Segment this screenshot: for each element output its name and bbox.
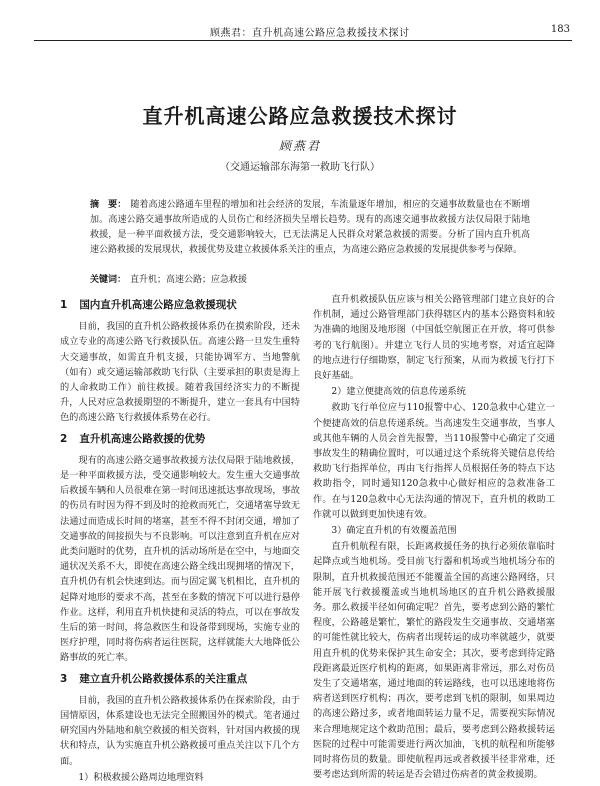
keywords-text: 直升机；高速公路；应急救援 <box>130 275 248 285</box>
paragraph: 直升机航程有限，长距离救援任务的执行必须依靠临时起降点或当地机场。受目前飞行器和机场或当地机场分布的限制，直升机救援范围还不能覆盖全国的高速公路网络，只能开展飞行救援覆盖或当地机场地区的直升机公路救援服务。那么救援半径如何确定呢？首先，要考虑到公路的繁忙程度，公路越是繁忙，繁忙的路段发生交通事故、交通堵塞的可能性就比较大，伤病者出现转运的成功率就越少，就要用直升机的优势来保护其生命安全；其次，要考虑到待定路段距离最近医疗机构的距离，如果距离非常远，那么对伤员发生了交通堵塞，通过地面的转运路线，也可以迅速地将伤病者送到医疗机构；再次，要考虑到飞机的限制，如果周边的高速公路过多，或者地面转运力量不足，需要视实际情况来合理地规定这个救助范围；最后，要考虑到公路救援转运医院的过程中可能需要进行两次加油，飞机的航程和所能够同时将伤员的数量。即使航程再远或者救援半径非常难，还要考虑达到所需的转运是否会错过伤病者的黄金救援期。 <box>313 541 555 781</box>
affiliation: （交通运输部东海第一救助飞行队） <box>220 162 380 173</box>
paragraph: 目前，我国的直升机公路救援体系仍在探索阶段，由于国情原因，体系建设也无法完全照搬国外的模式。笔者通过研究国内外陆地和航空救援的相关资料，针对国内救援的现状和特点，认为实施直升机公路救援可重点关注以下几个方面。 <box>60 694 300 767</box>
abstract-label: 摘 要： <box>90 200 127 210</box>
section-title: 国内直升机高速公路应急救援现状 <box>79 299 237 311</box>
abstract-text: 随着高速公路通车里程的增加和社会经济的发展，车流量逐年增加，相应的交通事故数量也在不断增加。高速公路交通事故所造成的人员伤亡和经济损失呈增长趋势。现有的高速交通事故救援方法仅局限于陆地救援，是一种平面救援方法，受交通影响较大，已无法满足人民群众对紧急救援的需要。分析了国内直升机高速公路救援的发展现状，救援优势及建立救援体系关注的重点，为高速公路应急救援的发展提供参考与保障。 <box>90 200 530 255</box>
section-number: 2 <box>60 432 68 445</box>
paragraph: 目前，我国的直升机公路救援体系仍在摸索阶段，还未成立专业的高速公路飞行救援队伍。高速公路一旦发生重特大交通事故，如需直升机支援，只能协调军方、当地警航（如有）或交通运输部救助飞行队（主要承担的职责是海上的人命救助工作）前往救援。随着我国经济实力的不断提升，人民对应急救援期望的不断提升，建立一套具有中国特色的高速公路飞行救援体系势在必行。 <box>60 321 300 424</box>
author-name: 顾燕君 <box>278 139 321 153</box>
paragraph: 救助飞行单位应与110报警中心、120急救中心建立一个便捷高效的信息传递系统。当高速发生交通事故，当事人或其他车辆的人员会首先报警，当110报警中心确定了交通事故发生的精确位置时，可以通过这个系统将关键信息传给救助飞行指挥单位，再由飞行指挥人员根据任务的特点下达救助指令，同时通知120急救中心做好相应的急救准备工作。在与120急救中心无法沟通的情况下，直升机的救助工作就可以做到更加快速有效。 <box>313 402 555 520</box>
section-heading <box>60 672 300 687</box>
left-column <box>60 292 300 786</box>
subsection-heading: 2）建立便捷高效的信息传递系统 <box>331 386 466 398</box>
section-number: 1 <box>60 299 68 311</box>
running-title: 顾燕君：直升机高速公路应急救援技术探讨 <box>210 28 410 39</box>
keywords-label: 关键词： <box>90 275 127 285</box>
paragraph: 直升机救援队伍应该与相关公路管理部门建立良好的合作机制，通过公路管理部门获得辖区内的基本公路资料和较为准确的地图及地形图（中国低空航图正在开放，将可供参考的飞行航图）。并建立飞行人员的实地考察，对适宜起降的地点进行仔细勘察，制定飞行预案，从而为救援飞行打下良好基础。 <box>313 294 555 382</box>
running-header <box>34 22 572 41</box>
section-heading <box>60 298 300 313</box>
keywords <box>90 272 530 285</box>
subsection-heading: 3）确定直升机的有效覆盖范围 <box>331 525 457 537</box>
paragraph: 现有的高速公路交通事故救援方法仅局限于陆地救援，是一种平面救援方法，受交通影响较大。发生重大交通事故后救援车辆和人员很难在第一时间迅速抵达事故现场，事故的伤员有时因为得不到及时的抢救而死亡，交通堵塞导致无法通过而造成长时间的堵塞，甚至不得不封闭交通，增加了交通事故的间接损失与不良影响。可以注意到直升机在应对此类问题时的优势，直升机的活动场所是在空中，与地面交通状况关系不大，即使在高速公路全线出现拥堵的情况下，直升机仍有机会快速到达。而与固定翼飞机相比，直升机的起降对地形的要求不高，甚至在多数的情况下可以进行悬停作业。这样，利用直升机快捷和灵活的特点，可以在事故发生后的第一时间，将急救医生和设备带到现场，实施专业的医疗护理，同时将伤病者运往医院，这样就能大大地降低公路事故的死亡率。 <box>60 454 300 664</box>
section-title: 建立直升机公路救援体系的关注重点 <box>79 672 248 685</box>
section-heading <box>60 432 300 447</box>
section-number: 3 <box>60 672 68 685</box>
section-title: 直升机高速公路救援的优势 <box>79 432 206 445</box>
paper-title: 直升机高速公路应急救援技术探讨 <box>142 104 458 128</box>
abstract <box>90 198 530 258</box>
page-number: 183 <box>550 24 570 35</box>
right-column <box>313 292 555 783</box>
subsection-heading: 1）积极救援公路周边地理资料 <box>78 771 204 783</box>
